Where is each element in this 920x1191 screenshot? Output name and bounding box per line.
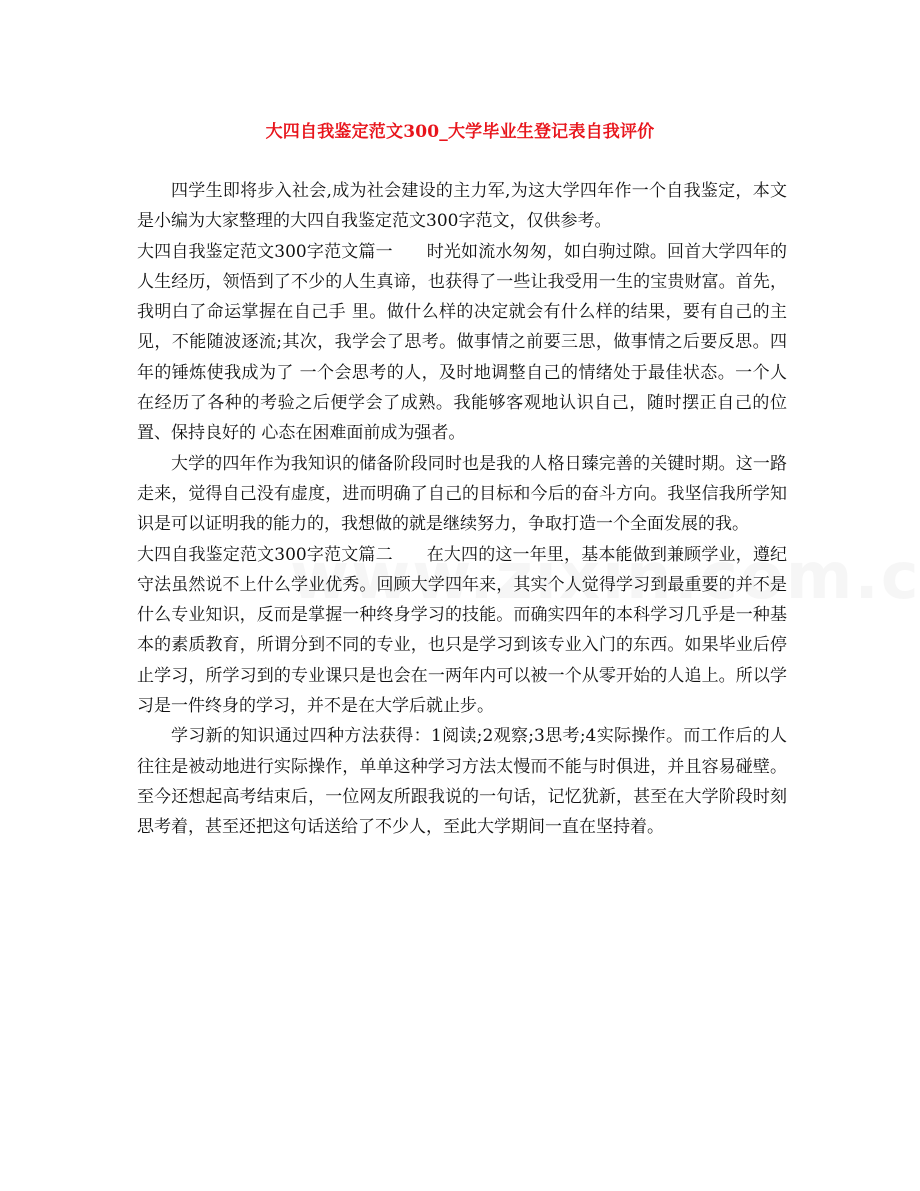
body-paragraph xyxy=(137,449,787,540)
section-heading: 大四自我鉴定范文300字范文篇一 xyxy=(137,241,393,262)
section-two-paragraph xyxy=(137,540,787,722)
paragraph-text: 时光如流水匆匆，如白驹过隙。回首大学四年的人生经历，领悟到了不少的人生真谛，也获得了一些让我受用一生的宝贵财富。首先，我明白了命运掌握在自己手 里。做什么样的决定就会有什么样的结果，要有自己的主见，不能随波逐流;其次，我学会了思考。做事情之前要三思，做事情之后要反思。四年的锤炼使我成为了 一个会思考的人，及时地调整自己的情绪处于最佳状态。一个人在经历了各种的考验之后便学会了成熟。我能够客观地认识自己，随时摆正自己的位置、保持良好的 心态在困难面前成为强者。 xyxy=(137,241,787,444)
paragraph-text: 四学生即将步入社会,成为社会建设的主力军,为这大学四年作一个自我鉴定，本文是小编为大家整理的大四自我鉴定范文300字范文，仅供参考。 xyxy=(137,181,787,232)
document-body xyxy=(137,176,787,843)
section-one-paragraph xyxy=(137,237,787,449)
paragraph-text: 大学的四年作为我知识的储备阶段同时也是我的人格日臻完善的关键时期。这一路走来，觉得自己没有虚度，进而明确了自己的目标和今后的奋斗方向。我坚信我所学知识是可以证明我的能力的，我想做的就是继续努力，争取打造一个全面发展的我。 xyxy=(137,453,787,535)
paragraph-text: 在大四的这一年里，基本能做到兼顾学业，遵纪守法虽然说不上什么学业优秀。回顾大学四年来，其实个人觉得学习到最重要的并不是什么专业知识，反而是掌握一种终身学习的技能。而确实四年的本科学习几乎是一种基本的素质教育，所谓分到不同的专业，也只是学习到该专业入门的东西。如果毕业后停止学习，所学习到的专业课只是也会在一两年内可以被一个从零开始的人追上。所以学习是一件终身的学习，并不是在大学后就止步。 xyxy=(137,544,787,717)
paragraph-text: 学习新的知识通过四种方法获得：1阅读;2观察;3思考;4实际操作。而工作后的人往往是被动地进行实际操作，单单这种学习方法太慢而不能与时俱进，并且容易碰壁。至今还想起高考结束后，一位网友所跟我说的一句话，记忆犹新，甚至在大学阶段时刻思考着，甚至还把这句话送给了不少人，至此大学期间一直在坚持着。 xyxy=(137,726,787,838)
intro-paragraph xyxy=(137,176,787,237)
section-heading: 大四自我鉴定范文300字范文篇二 xyxy=(137,544,393,565)
body-paragraph xyxy=(137,721,787,842)
document-title: 大四自我鉴定范文300_大学毕业生登记表自我评价 xyxy=(265,122,655,142)
